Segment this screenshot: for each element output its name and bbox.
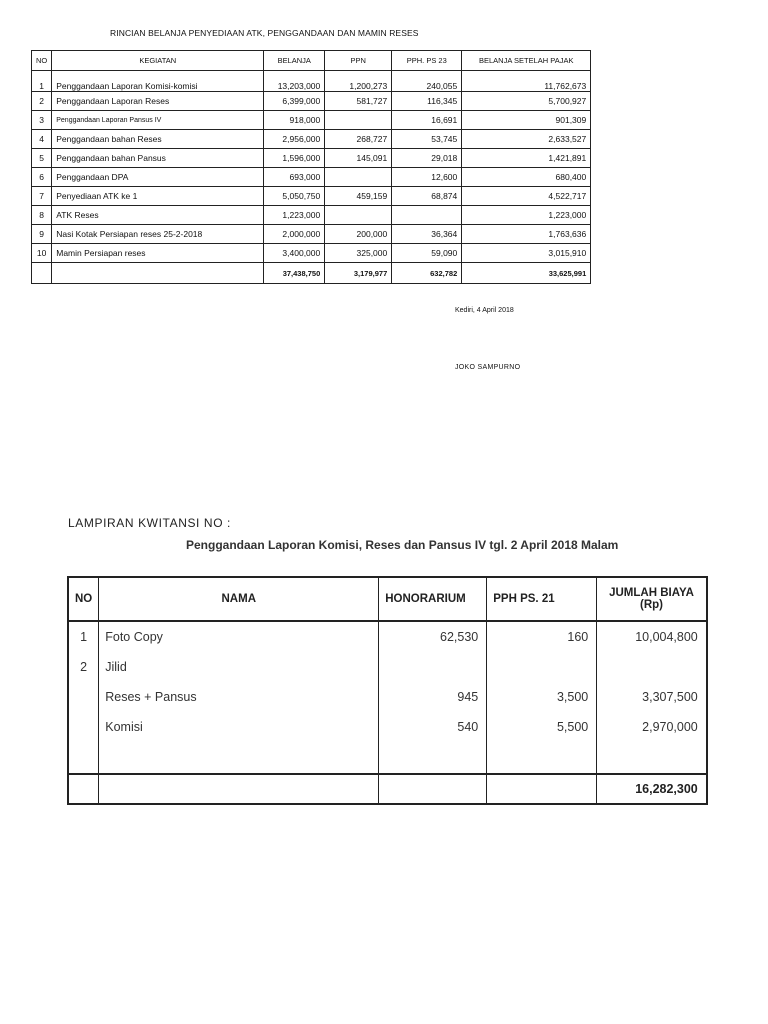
row-belanja: 5,050,750 bbox=[264, 187, 325, 206]
table-row bbox=[68, 652, 707, 682]
table-row bbox=[68, 712, 707, 742]
row-kegiatan: Penggandaan Laporan Pansus IV bbox=[52, 111, 264, 130]
row-ppn bbox=[325, 168, 392, 187]
total-belanja: 37,438,750 bbox=[264, 263, 325, 284]
empty-cell bbox=[68, 742, 99, 774]
total-label-cell bbox=[99, 774, 379, 804]
row-no: 7 bbox=[32, 187, 52, 206]
header-jumlah-biaya bbox=[597, 577, 707, 621]
header-honorarium: HONORARIUM bbox=[379, 577, 487, 621]
row-no: 2 bbox=[32, 92, 52, 111]
row-nama: Jilid bbox=[99, 652, 379, 682]
row-no: 2 bbox=[68, 652, 99, 682]
row-jumlah: 3,307,500 bbox=[597, 682, 707, 712]
row-setelah-pajak: 1,421,891 bbox=[462, 149, 591, 168]
row-belanja: 13,203,000 bbox=[264, 71, 325, 92]
row-no: 10 bbox=[32, 244, 52, 263]
expense-header-row bbox=[32, 51, 591, 71]
row-ppn: 268,727 bbox=[325, 130, 392, 149]
total-jumlah: 16,282,300 bbox=[597, 774, 707, 804]
row-belanja: 6,399,000 bbox=[264, 92, 325, 111]
row-setelah-pajak: 11,762,673 bbox=[462, 71, 591, 92]
row-ppn bbox=[325, 111, 392, 130]
receipt-attachment-table bbox=[67, 576, 708, 805]
row-honorarium bbox=[379, 652, 487, 682]
header-ppn: PPN bbox=[325, 51, 392, 71]
row-pph: 29,018 bbox=[392, 149, 462, 168]
row-ppn: 581,727 bbox=[325, 92, 392, 111]
row-belanja: 1,223,000 bbox=[264, 206, 325, 225]
row-setelah-pajak: 1,223,000 bbox=[462, 206, 591, 225]
header-setelah-pajak: BELANJA SETELAH PAJAK bbox=[462, 51, 591, 71]
table-row bbox=[32, 130, 591, 149]
row-setelah-pajak: 3,015,910 bbox=[462, 244, 591, 263]
row-no: 4 bbox=[32, 130, 52, 149]
row-jumlah: 10,004,800 bbox=[597, 621, 707, 652]
row-kegiatan: ATK Reses bbox=[52, 206, 264, 225]
row-kegiatan: Penggandaan Laporan Reses bbox=[52, 92, 264, 111]
table-row bbox=[32, 225, 591, 244]
table-row bbox=[32, 149, 591, 168]
row-pph: 53,745 bbox=[392, 130, 462, 149]
row-pph: 59,090 bbox=[392, 244, 462, 263]
empty-cell bbox=[487, 742, 597, 774]
row-pph bbox=[392, 206, 462, 225]
empty-cell bbox=[99, 742, 379, 774]
empty-cell bbox=[597, 742, 707, 774]
table-row bbox=[32, 187, 591, 206]
row-no: 8 bbox=[32, 206, 52, 225]
row-no: 3 bbox=[32, 111, 52, 130]
header-nama: NAMA bbox=[99, 577, 379, 621]
row-belanja: 2,956,000 bbox=[264, 130, 325, 149]
header-pph: PPH. PS 23 bbox=[392, 51, 462, 71]
row-pph: 68,874 bbox=[392, 187, 462, 206]
header-pph-ps21: PPH PS. 21 bbox=[487, 577, 597, 621]
row-belanja: 3,400,000 bbox=[264, 244, 325, 263]
total-no-cell bbox=[68, 774, 99, 804]
row-no: 1 bbox=[32, 71, 52, 92]
attachment-header-row bbox=[68, 577, 707, 621]
row-pph: 16,691 bbox=[392, 111, 462, 130]
row-no: 6 bbox=[32, 168, 52, 187]
row-kegiatan: Mamin Persiapan reses bbox=[52, 244, 264, 263]
total-honorarium-cell bbox=[379, 774, 487, 804]
table-row bbox=[68, 621, 707, 652]
total-pph: 632,782 bbox=[392, 263, 462, 284]
row-pph: 116,345 bbox=[392, 92, 462, 111]
place-date: Kediri, 4 April 2018 bbox=[455, 307, 514, 314]
row-pph: 160 bbox=[487, 621, 597, 652]
row-pph: 12,600 bbox=[392, 168, 462, 187]
total-no-cell bbox=[32, 263, 52, 284]
row-ppn: 325,000 bbox=[325, 244, 392, 263]
row-pph: 240,055 bbox=[392, 71, 462, 92]
row-belanja: 918,000 bbox=[264, 111, 325, 130]
row-kegiatan: Nasi Kotak Persiapan reses 25-2-2018 bbox=[52, 225, 264, 244]
row-kegiatan: Penggandaan Laporan Komisi-komisi bbox=[52, 71, 264, 92]
row-pph: 36,364 bbox=[392, 225, 462, 244]
row-ppn: 1,200,273 bbox=[325, 71, 392, 92]
table-row bbox=[32, 111, 591, 130]
row-honorarium: 945 bbox=[379, 682, 487, 712]
row-belanja: 2,000,000 bbox=[264, 225, 325, 244]
row-nama: Reses + Pansus bbox=[99, 682, 379, 712]
row-belanja: 693,000 bbox=[264, 168, 325, 187]
empty-cell bbox=[379, 742, 487, 774]
signer-name: JOKO SAMPURNO bbox=[455, 364, 521, 371]
attachment-title: LAMPIRAN KWITANSI NO : bbox=[68, 516, 231, 530]
total-setelah-pajak: 33,625,991 bbox=[462, 263, 591, 284]
row-setelah-pajak: 901,309 bbox=[462, 111, 591, 130]
row-honorarium: 540 bbox=[379, 712, 487, 742]
row-setelah-pajak: 5,700,927 bbox=[462, 92, 591, 111]
row-ppn: 145,091 bbox=[325, 149, 392, 168]
row-honorarium: 62,530 bbox=[379, 621, 487, 652]
row-kegiatan: Penyediaan ATK ke 1 bbox=[52, 187, 264, 206]
header-jumlah-label: JUMLAH BIAYA bbox=[609, 587, 694, 599]
header-belanja: BELANJA bbox=[264, 51, 325, 71]
row-kegiatan: Penggandaan bahan Pansus bbox=[52, 149, 264, 168]
table-row bbox=[32, 206, 591, 225]
row-setelah-pajak: 2,633,527 bbox=[462, 130, 591, 149]
total-pph-cell bbox=[487, 774, 597, 804]
row-ppn bbox=[325, 206, 392, 225]
row-no bbox=[68, 682, 99, 712]
attachment-subtitle: Penggandaan Laporan Komisi, Reses dan Pansus IV tgl. 2 April 2018 Malam bbox=[186, 538, 619, 552]
table-row bbox=[32, 244, 591, 263]
row-belanja: 1,596,000 bbox=[264, 149, 325, 168]
header-kegiatan: KEGIATAN bbox=[52, 51, 264, 71]
row-no bbox=[68, 712, 99, 742]
row-ppn: 459,159 bbox=[325, 187, 392, 206]
expense-table bbox=[31, 50, 591, 284]
row-no: 9 bbox=[32, 225, 52, 244]
header-no: NO bbox=[32, 51, 52, 71]
total-row bbox=[68, 774, 707, 804]
row-no: 5 bbox=[32, 149, 52, 168]
row-ppn: 200,000 bbox=[325, 225, 392, 244]
table-row bbox=[32, 92, 591, 111]
row-pph: 3,500 bbox=[487, 682, 597, 712]
row-pph bbox=[487, 652, 597, 682]
row-setelah-pajak: 680,400 bbox=[462, 168, 591, 187]
total-label-cell bbox=[52, 263, 264, 284]
row-nama: Komisi bbox=[99, 712, 379, 742]
header-no: NO bbox=[68, 577, 99, 621]
document-title: RINCIAN BELANJA PENYEDIAAN ATK, PENGGANDAAN DAN MAMIN RESES bbox=[110, 28, 419, 38]
row-kegiatan: Penggandaan bahan Reses bbox=[52, 130, 264, 149]
table-row bbox=[32, 71, 591, 92]
row-setelah-pajak: 4,522,717 bbox=[462, 187, 591, 206]
header-jumlah-unit: (Rp) bbox=[640, 599, 663, 611]
row-setelah-pajak: 1,763,636 bbox=[462, 225, 591, 244]
empty-row bbox=[68, 742, 707, 774]
row-pph: 5,500 bbox=[487, 712, 597, 742]
row-jumlah bbox=[597, 652, 707, 682]
row-nama: Foto Copy bbox=[99, 621, 379, 652]
total-ppn: 3,179,977 bbox=[325, 263, 392, 284]
row-jumlah: 2,970,000 bbox=[597, 712, 707, 742]
row-kegiatan: Penggandaan DPA bbox=[52, 168, 264, 187]
row-no: 1 bbox=[68, 621, 99, 652]
total-row bbox=[32, 263, 591, 284]
table-row bbox=[68, 682, 707, 712]
table-row bbox=[32, 168, 591, 187]
